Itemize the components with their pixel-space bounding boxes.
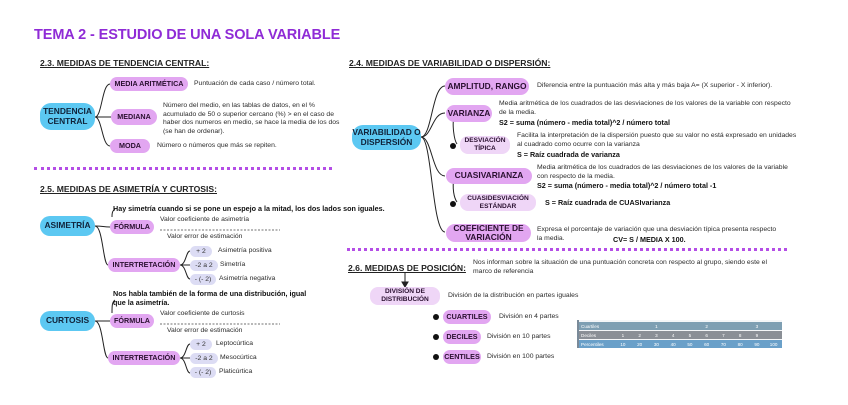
media-description: Puntuación de cada caso / número total. — [194, 80, 316, 87]
bullet-icon — [433, 354, 439, 360]
node-formula-curtosis: FÓRMULA — [110, 314, 154, 328]
node-interpretacion-curtosis: INTERTRETACIÓN — [108, 351, 180, 365]
cv-formula: CV= S / MEDIA X 100. — [613, 235, 686, 244]
amplitud-description: Diferencia entre la puntuación más alta y más baja A= (X superior - X inferior). — [537, 82, 773, 89]
table-cell: Deciles — [581, 332, 597, 338]
table-cell: 40 — [670, 341, 676, 347]
divider-left-top — [34, 167, 332, 170]
curtosis-denominator: Valor error de estimación — [167, 327, 243, 334]
table-row — [579, 340, 782, 348]
leptocurtica-label: Leptocúrtica — [216, 340, 254, 347]
table-cell: 9 — [755, 332, 759, 338]
table-cell: Cuartiles — [581, 323, 600, 329]
chip-leptocurtica: + 2 — [190, 339, 212, 350]
section-heading-posicion: 2.6. MEDIDAS DE POSICIÓN: — [348, 263, 466, 273]
table-cell: 1 — [621, 332, 625, 338]
curtosis-numerator: Valor coeficiente de curtosis — [160, 310, 245, 317]
position-table — [577, 320, 782, 348]
cuasivarianza-description: Media aritmética de los cuadrados de las desviaciones de los valores de la variable con respecto de la media. — [537, 164, 788, 180]
simetria-label: Simetría — [220, 261, 246, 268]
node-mediana: MEDIANA — [111, 109, 157, 125]
section-heading-variabilidad: 2.4. MEDIDAS DE VARIABILIDAD O DISPERSIÓN: — [349, 58, 551, 68]
table-row — [579, 331, 782, 339]
asimetria-denominator: Valor error de estimación — [167, 233, 243, 240]
table-cell: 4 — [671, 332, 675, 338]
table-cell: 3 — [655, 332, 658, 338]
asimetria-note: Hay simetría cuando si se pone un espejo a la mitad, los dos lados son iguales. — [113, 204, 385, 213]
table-row — [579, 322, 782, 330]
curtosis-note: Nos habla también de la forma de una distribución, igual que la asimetría. — [113, 289, 307, 307]
table-cell: 20 — [637, 341, 643, 347]
chip-mesocurtica: -2 a 2 — [190, 353, 218, 364]
deciles-description: División en 10 partes — [487, 333, 551, 340]
table-cell: 1 — [655, 323, 658, 329]
cuartiles-description: División en 4 partes — [499, 313, 559, 320]
node-formula-asimetria: FÓRMULA — [110, 220, 154, 234]
node-centiles: CENTILES — [443, 350, 481, 364]
node-moda: MODA — [110, 139, 150, 153]
table-cell: 3 — [755, 323, 759, 329]
varianza-formula: S2 = suma (número - media total)^2 / número total — [499, 118, 670, 127]
centiles-description: División en 100 partes — [487, 353, 555, 360]
node-cuartiles: CUARTILES — [443, 310, 491, 324]
section-heading-tendencia: 2.3. MEDIDAS DE TENDENCIA CENTRAL: — [40, 58, 210, 68]
moda-description: Número o números que más se repiten. — [157, 142, 277, 149]
table-cell: 100 — [769, 341, 778, 347]
table-cell: Percentiles — [581, 341, 604, 347]
node-media-aritmetica: MEDIA ARITMÉTICA — [110, 77, 188, 91]
table-cell: 7 — [722, 332, 725, 338]
chip-platicurtica: - (- 2) — [190, 367, 216, 378]
divider-right — [347, 248, 787, 251]
varianza-description: Media aritmética de los cuadrados de las desviaciones de los valores de la variable con respecto de la media. — [499, 100, 791, 116]
table-cell: 80 — [737, 341, 743, 347]
table-cell: 30 — [653, 341, 659, 347]
node-interpretacion-asimetria: INTERTRETACIÓN — [108, 258, 180, 272]
table-cell: 50 — [687, 341, 693, 347]
mesocurtica-label: Mesocúrtica — [220, 354, 257, 361]
asimetria-positiva-label: Asimetría positiva — [218, 247, 272, 254]
desviacion-formula: S = Raíz cuadrada de varianza — [517, 150, 620, 159]
asimetria-numerator: Valor coeficiente de asimetría — [160, 216, 250, 223]
page-title: TEMA 2 - ESTUDIO DE UNA SOLA VARIABLE — [34, 27, 341, 43]
table-cell: 6 — [705, 332, 708, 338]
chip-asim-positiva: + 2 — [190, 246, 212, 257]
table-cell: 70 — [720, 341, 726, 347]
node-cuasidesviacion-estandar: CUASIDESVIACIÓN ESTÁNDAR — [460, 194, 536, 211]
table-cell: 5 — [688, 332, 692, 338]
table-cell: 10 — [620, 341, 626, 347]
node-curtosis: CURTOSIS — [40, 311, 95, 331]
node-varianza: VARIANZA — [446, 105, 492, 122]
table-cell: 8 — [738, 332, 742, 338]
section-heading-asimetria: 2.5. MEDIDAS DE ASIMETRÍA Y CURTOSIS: — [40, 184, 217, 194]
platicurtica-label: Platicúrtica — [219, 368, 253, 375]
bullet-icon — [433, 334, 439, 340]
bullet-icon — [450, 201, 456, 207]
cuasivarianza-formula: S2 = suma (número - media total)^2 / número total -1 — [537, 181, 717, 190]
chip-simetria: -2 a 2 — [190, 260, 218, 271]
asimetria-negativa-label: Asimetría negativa — [219, 275, 276, 282]
chip-asim-negativa: - (- 2) — [190, 274, 216, 285]
node-desviacion-tipica: DESVIACIÓN TÍPICA — [460, 136, 510, 154]
node-deciles: DECILES — [443, 330, 481, 344]
bullet-icon — [433, 314, 439, 320]
node-tendencia-central: TENDENCIA CENTRAL — [40, 103, 95, 130]
node-amplitud-rango: AMPLITUD, RANGO — [445, 78, 529, 95]
posicion-intro: Nos informan sobre la situación de una puntuación concreta con respecto al grupo, siendo este el marco de referencia — [473, 259, 767, 275]
table-cell: 2 — [705, 323, 708, 329]
node-variabilidad-dispersion: VARIABILIDAD O DISPERSIÓN — [352, 125, 421, 150]
bullet-icon — [450, 143, 456, 149]
node-asimetria: ASIMETRÍA — [40, 216, 95, 236]
division-description: División de la distribución en partes iguales — [448, 292, 579, 299]
table-cell: 60 — [704, 341, 710, 347]
table-cell: 90 — [754, 341, 760, 347]
table-cell: 2 — [638, 332, 641, 338]
cuasidesviacion-formula: S = Raíz cuadrada de CUASIvarianza — [545, 198, 671, 207]
node-division-distribucion: DIVISIÓN DE DISTRIBUCIÓN — [370, 287, 440, 305]
node-cuasivarianza: CUASIVARIANZA — [446, 168, 532, 184]
cv-description: Expresa el porcentaje de variación que una desviación típica presenta respecto la media. — [537, 226, 777, 242]
node-coeficiente-variacion: COEFICIENTE DE VARIACIÓN — [446, 224, 531, 242]
mediana-description: Número del medio, en las tablas de datos, en el % acumulado de 50 o superior cercano (%) > en el caso de haber dos numeros en medio, se hace la media de los dos (se han de ordenar). — [163, 102, 340, 136]
desviacion-description: Facilita la interpretación de la dispersión puesto que su valor no está expresado en unidades al cuadrado como ocurre con la varianza — [517, 132, 797, 148]
